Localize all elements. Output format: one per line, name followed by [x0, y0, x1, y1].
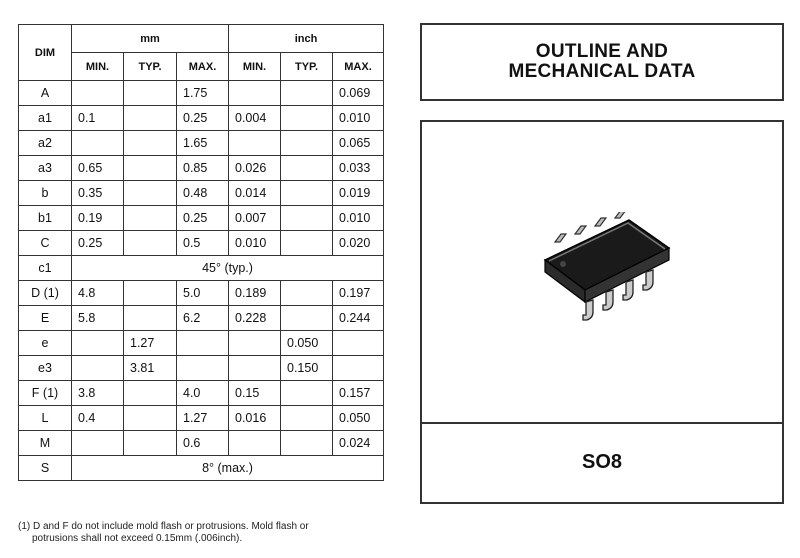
dim-label: A	[19, 81, 72, 106]
table-cell	[124, 406, 177, 431]
table-cell: 1.65	[177, 131, 229, 156]
table-cell: 0.033	[333, 156, 384, 181]
table-cell	[124, 281, 177, 306]
dim-label: M	[19, 431, 72, 456]
table-row	[19, 331, 384, 356]
table-row	[19, 131, 384, 156]
table-cell: 0.004	[229, 106, 281, 131]
dim-label: b1	[19, 206, 72, 231]
table-cell: 5.0	[177, 281, 229, 306]
table-cell	[124, 181, 177, 206]
table-cell: 1.27	[177, 406, 229, 431]
mm-header: mm	[72, 25, 229, 53]
table-cell: 0.65	[72, 156, 124, 181]
table-cell	[72, 331, 124, 356]
table-cell: 0.244	[333, 306, 384, 331]
footnote-line-2: potrusions shall not exceed 0.15mm (.006inch).	[32, 533, 243, 544]
package-box	[420, 120, 784, 504]
table-cell: 0.25	[72, 231, 124, 256]
table-cell: 4.0	[177, 381, 229, 406]
table-cell	[124, 231, 177, 256]
table-row	[19, 456, 384, 481]
table-cell: 0.35	[72, 181, 124, 206]
table-cell: 5.8	[72, 306, 124, 331]
table-cell	[124, 106, 177, 131]
table-cell: 1.75	[177, 81, 229, 106]
table-cell	[333, 331, 384, 356]
table-cell	[281, 381, 333, 406]
table-cell	[124, 156, 177, 181]
table-row	[19, 306, 384, 331]
table-cell	[281, 231, 333, 256]
dim-label: E	[19, 306, 72, 331]
table-cell: 0.197	[333, 281, 384, 306]
table-cell: 0.48	[177, 181, 229, 206]
table-cell	[281, 81, 333, 106]
table-cell	[281, 406, 333, 431]
table-cell: 0.228	[229, 306, 281, 331]
table-cell: 6.2	[177, 306, 229, 331]
footnote	[18, 521, 388, 545]
table-cell: 0.024	[333, 431, 384, 456]
table-row	[19, 156, 384, 181]
table-row	[19, 106, 384, 131]
table-cell: 0.016	[229, 406, 281, 431]
sub-header: MAX.	[177, 53, 229, 81]
table-cell: 0.157	[333, 381, 384, 406]
table-cell	[124, 81, 177, 106]
table-cell	[124, 131, 177, 156]
table-cell	[124, 381, 177, 406]
spanning-value: 45° (typ.)	[72, 256, 384, 281]
table-cell: 0.1	[72, 106, 124, 131]
table-cell	[281, 206, 333, 231]
title-line-1: OUTLINE AND	[535, 41, 669, 62]
table-cell	[72, 356, 124, 381]
table-cell	[177, 331, 229, 356]
dim-label: S	[19, 456, 72, 481]
table-cell: 1.27	[124, 331, 177, 356]
table-cell: 0.5	[177, 231, 229, 256]
table-cell: 0.25	[177, 106, 229, 131]
table-row	[19, 356, 384, 381]
table-cell: 0.4	[72, 406, 124, 431]
sub-header: TYP.	[124, 53, 177, 81]
sub-header: TYP.	[281, 53, 333, 81]
table-cell	[177, 356, 229, 381]
dim-label: e3	[19, 356, 72, 381]
table-cell	[281, 106, 333, 131]
inch-header: inch	[229, 25, 384, 53]
table-cell: 0.007	[229, 206, 281, 231]
table-row	[19, 231, 384, 256]
spanning-value: 8° (max.)	[72, 456, 384, 481]
table-row	[19, 81, 384, 106]
table-row	[19, 206, 384, 231]
table-row	[19, 406, 384, 431]
table-cell: 0.050	[333, 406, 384, 431]
table-cell: 0.15	[229, 381, 281, 406]
dim-header: DIM	[19, 25, 72, 81]
dim-label: a1	[19, 106, 72, 131]
table-row	[19, 181, 384, 206]
table-cell	[281, 131, 333, 156]
table-row	[19, 281, 384, 306]
table-cell: 0.010	[229, 231, 281, 256]
table-cell: 0.050	[281, 331, 333, 356]
table-cell	[281, 281, 333, 306]
table-cell	[229, 431, 281, 456]
dim-label: a2	[19, 131, 72, 156]
table-cell	[229, 81, 281, 106]
dim-label: C	[19, 231, 72, 256]
table-cell: 0.189	[229, 281, 281, 306]
table-cell: 0.19	[72, 206, 124, 231]
table-row	[19, 431, 384, 456]
table-cell: 3.8	[72, 381, 124, 406]
table-cell	[229, 331, 281, 356]
dimensions-table	[18, 24, 384, 481]
dim-label: e	[19, 331, 72, 356]
table-cell	[72, 431, 124, 456]
table-cell	[124, 306, 177, 331]
table-cell: 0.014	[229, 181, 281, 206]
table-cell	[281, 156, 333, 181]
table-row	[19, 381, 384, 406]
table-cell	[72, 131, 124, 156]
table-cell	[72, 81, 124, 106]
table-cell: 0.010	[333, 106, 384, 131]
table-cell	[281, 181, 333, 206]
table-cell	[124, 206, 177, 231]
table-cell: 0.019	[333, 181, 384, 206]
footnote-line-1: (1) D and F do not include mold flash or protrusions. Mold flash or	[18, 521, 309, 532]
table-cell: 0.026	[229, 156, 281, 181]
table-cell: 0.020	[333, 231, 384, 256]
dim-label: a3	[19, 156, 72, 181]
dim-label: L	[19, 406, 72, 431]
table-cell: 4.8	[72, 281, 124, 306]
sub-header: MIN.	[229, 53, 281, 81]
table-cell: 3.81	[124, 356, 177, 381]
dim-label: c1	[19, 256, 72, 281]
dim-label: b	[19, 181, 72, 206]
table-cell: 0.150	[281, 356, 333, 381]
dim-label: D (1)	[19, 281, 72, 306]
table-cell: 0.85	[177, 156, 229, 181]
package-name: SO8	[581, 450, 623, 473]
dim-label: F (1)	[19, 381, 72, 406]
title-box	[420, 23, 784, 101]
table-cell: 0.6	[177, 431, 229, 456]
table-cell	[229, 131, 281, 156]
table-cell	[229, 356, 281, 381]
table-cell: 0.069	[333, 81, 384, 106]
table-cell	[124, 431, 177, 456]
sub-header: MAX.	[333, 53, 384, 81]
table-cell	[333, 356, 384, 381]
table-cell	[281, 431, 333, 456]
table-cell: 0.25	[177, 206, 229, 231]
so8-chip-icon	[537, 212, 677, 332]
table-cell: 0.010	[333, 206, 384, 231]
title-line-2: MECHANICAL DATA	[508, 61, 696, 82]
table-cell	[281, 306, 333, 331]
sub-header: MIN.	[72, 53, 124, 81]
table-row	[19, 256, 384, 281]
table-cell: 0.065	[333, 131, 384, 156]
